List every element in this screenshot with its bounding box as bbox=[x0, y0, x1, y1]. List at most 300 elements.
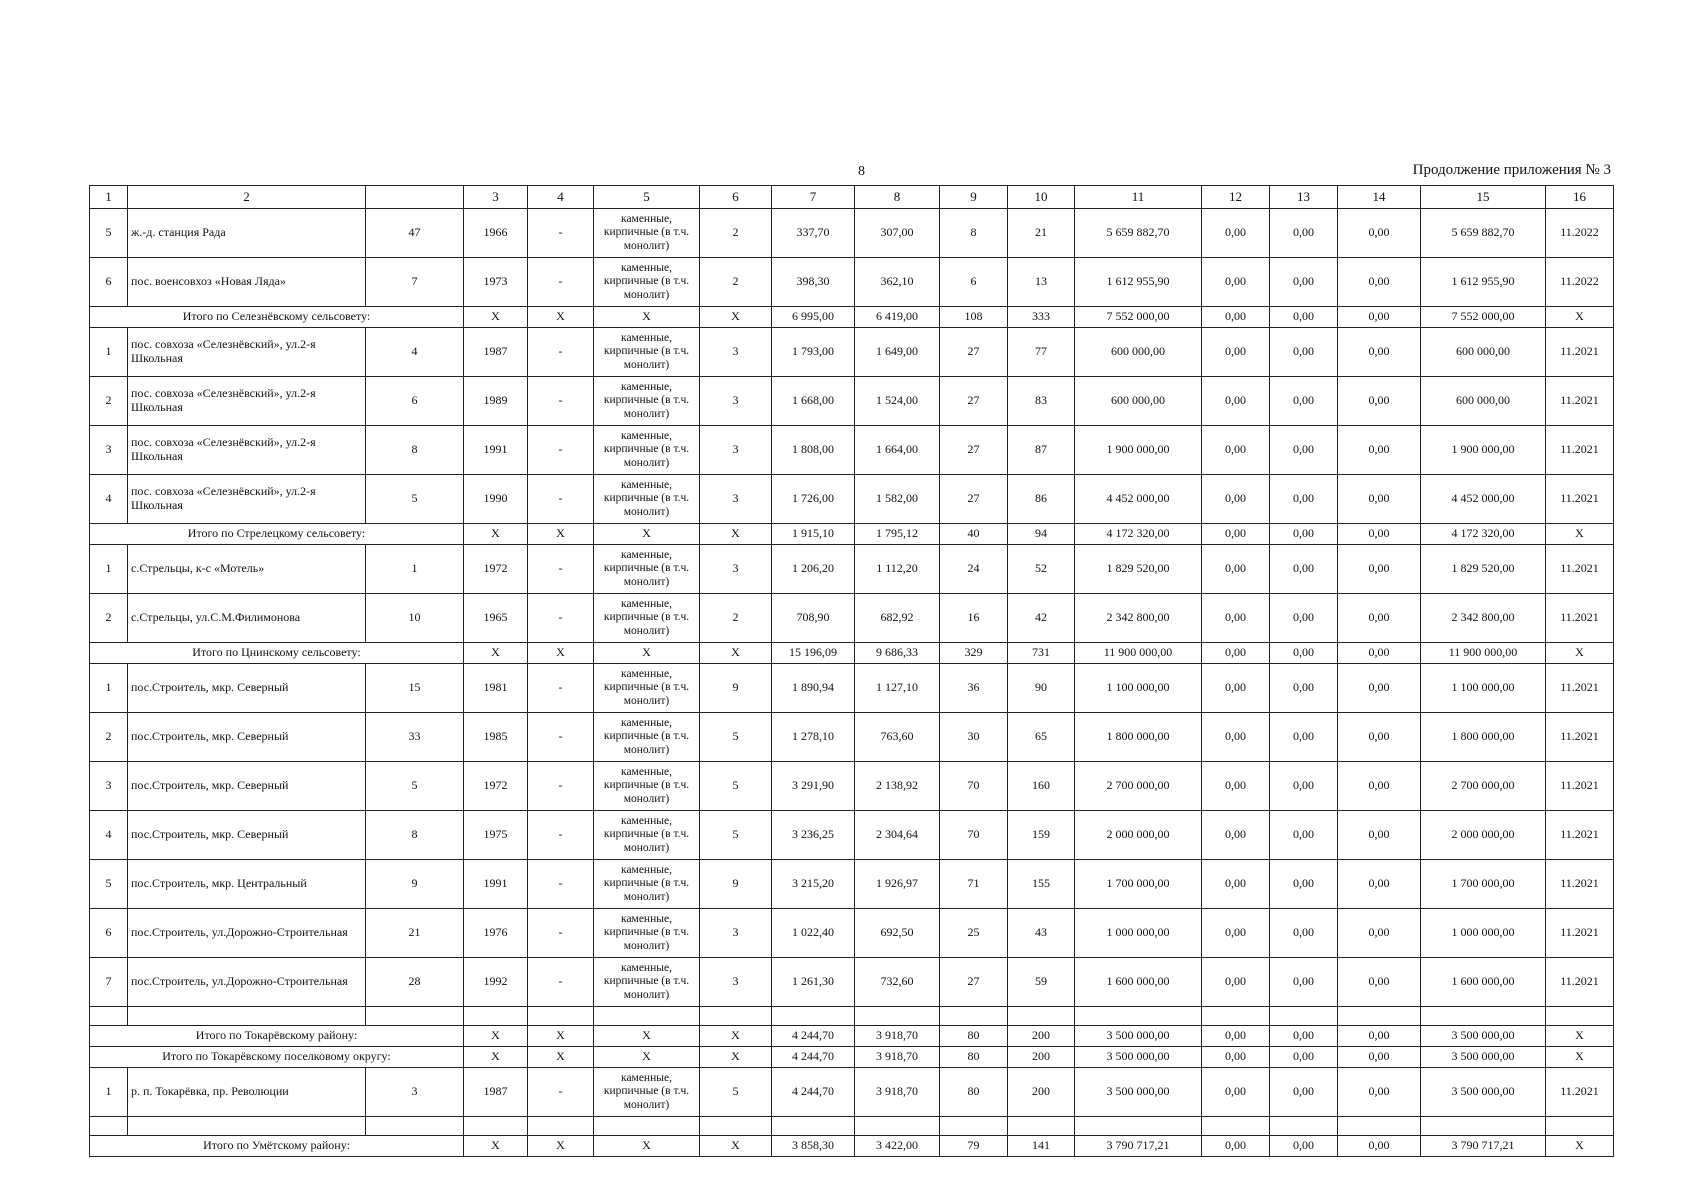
owner-funds-cell: 1 600 000,00 bbox=[1421, 958, 1546, 1007]
address-cell: с.Стрельцы, ул.С.М.Филимонова bbox=[128, 594, 366, 643]
residents-count-cell: 87 bbox=[1008, 426, 1075, 475]
apartments-count-cell: 24 bbox=[940, 545, 1008, 594]
living-area-cell: 692,50 bbox=[855, 909, 940, 958]
completion-date-cell: 11.2021 bbox=[1546, 328, 1614, 377]
floors-cell: 5 bbox=[700, 713, 772, 762]
commission-year-cell: X bbox=[528, 1026, 594, 1047]
residents-count-cell: 333 bbox=[1008, 307, 1075, 328]
appendix-continuation-note: Продолжение приложения № 3 bbox=[1412, 162, 1611, 178]
column-number-cell: 10 bbox=[1008, 186, 1075, 209]
local-funds-cell: 0,00 bbox=[1338, 426, 1421, 475]
completion-date-cell: 11.2021 bbox=[1546, 713, 1614, 762]
last-overhaul-year-cell: X bbox=[594, 1026, 700, 1047]
regional-funds-cell: 0,00 bbox=[1270, 594, 1338, 643]
total-label-cell: Итого по Стрелецкому сельсовету: bbox=[90, 524, 464, 545]
wall-material-cell: X bbox=[700, 307, 772, 328]
commission-year-cell: X bbox=[528, 1136, 594, 1157]
completion-date-cell: 11.2021 bbox=[1546, 545, 1614, 594]
owner-funds-cell: 1 000 000,00 bbox=[1421, 909, 1546, 958]
completion-date-cell: X bbox=[1546, 1136, 1614, 1157]
total-cost-cell: 2 700 000,00 bbox=[1075, 762, 1202, 811]
owner-funds-cell: 3 500 000,00 bbox=[1421, 1068, 1546, 1117]
local-funds-cell: 0,00 bbox=[1338, 524, 1421, 545]
living-area-cell: 1 926,97 bbox=[855, 860, 940, 909]
completion-date-cell: 11.2021 bbox=[1546, 475, 1614, 524]
commission-year-cell: 1981 bbox=[464, 664, 528, 713]
commission-year-cell: 1992 bbox=[464, 958, 528, 1007]
empty-cell bbox=[1546, 1007, 1614, 1026]
local-funds-cell: 0,00 bbox=[1338, 209, 1421, 258]
completion-date-cell: X bbox=[1546, 1026, 1614, 1047]
wall-material-cell: каменные, кирпичные (в т.ч. монолит) bbox=[594, 594, 700, 643]
house-number-cell: X bbox=[464, 643, 528, 664]
completion-date-cell: 11.2021 bbox=[1546, 664, 1614, 713]
row-number-cell: 3 bbox=[90, 426, 128, 475]
column-number-cell: 9 bbox=[940, 186, 1008, 209]
empty-cell bbox=[594, 1007, 700, 1026]
total-area-cell: 3 291,90 bbox=[772, 762, 855, 811]
total-cost-cell: 4 452 000,00 bbox=[1075, 475, 1202, 524]
commission-year-cell: 1976 bbox=[464, 909, 528, 958]
commission-year-cell: 1987 bbox=[464, 328, 528, 377]
commission-year-cell: 1972 bbox=[464, 762, 528, 811]
living-area-cell: 307,00 bbox=[855, 209, 940, 258]
local-funds-cell: 0,00 bbox=[1338, 1136, 1421, 1157]
living-area-cell: 1 127,10 bbox=[855, 664, 940, 713]
address-cell: пос.Строитель, мкр. Центральный bbox=[128, 860, 366, 909]
wall-material-cell: каменные, кирпичные (в т.ч. монолит) bbox=[594, 762, 700, 811]
owner-funds-cell: 2 342 800,00 bbox=[1421, 594, 1546, 643]
last-overhaul-year-cell: - bbox=[528, 209, 594, 258]
commission-year-cell: 1975 bbox=[464, 811, 528, 860]
empty-cell bbox=[464, 1117, 528, 1136]
floors-cell: 3 bbox=[700, 958, 772, 1007]
table-row bbox=[90, 909, 1614, 958]
total-area-cell: 4 244,70 bbox=[772, 1047, 855, 1068]
living-area-cell: 6 419,00 bbox=[855, 307, 940, 328]
floors-cell: 5 bbox=[700, 811, 772, 860]
column-number-cell: 4 bbox=[528, 186, 594, 209]
residents-count-cell: 155 bbox=[1008, 860, 1075, 909]
wall-material-cell: каменные, кирпичные (в т.ч. монолит) bbox=[594, 860, 700, 909]
apartments-count-cell: 70 bbox=[940, 762, 1008, 811]
total-area-cell: 1 278,10 bbox=[772, 713, 855, 762]
house-number-cell: 33 bbox=[366, 713, 464, 762]
commission-year-cell: X bbox=[528, 524, 594, 545]
table-row bbox=[90, 811, 1614, 860]
apartments-count-cell: 6 bbox=[940, 258, 1008, 307]
subtotal-row bbox=[90, 524, 1614, 545]
wall-material-cell: X bbox=[700, 1047, 772, 1068]
empty-cell bbox=[594, 1117, 700, 1136]
table-row bbox=[90, 860, 1614, 909]
column-number-header-row bbox=[90, 186, 1614, 209]
residents-count-cell: 160 bbox=[1008, 762, 1075, 811]
house-number-cell: 10 bbox=[366, 594, 464, 643]
column-number-cell: 13 bbox=[1270, 186, 1338, 209]
apartments-count-cell: 27 bbox=[940, 328, 1008, 377]
owner-funds-cell: 2 000 000,00 bbox=[1421, 811, 1546, 860]
total-area-cell: 1 668,00 bbox=[772, 377, 855, 426]
owner-funds-cell: 11 900 000,00 bbox=[1421, 643, 1546, 664]
house-number-cell: 47 bbox=[366, 209, 464, 258]
regional-funds-cell: 0,00 bbox=[1270, 958, 1338, 1007]
total-area-cell: 398,30 bbox=[772, 258, 855, 307]
last-overhaul-year-cell: X bbox=[594, 307, 700, 328]
address-cell: ж.-д. станция Рада bbox=[128, 209, 366, 258]
column-number-cell: 14 bbox=[1338, 186, 1421, 209]
row-number-cell: 4 bbox=[90, 475, 128, 524]
empty-cell bbox=[1008, 1117, 1075, 1136]
apartments-count-cell: 8 bbox=[940, 209, 1008, 258]
regional-funds-cell: 0,00 bbox=[1270, 762, 1338, 811]
total-cost-cell: 2 342 800,00 bbox=[1075, 594, 1202, 643]
last-overhaul-year-cell: X bbox=[594, 524, 700, 545]
owner-funds-cell: 4 172 320,00 bbox=[1421, 524, 1546, 545]
completion-date-cell: 11.2021 bbox=[1546, 811, 1614, 860]
empty-cell bbox=[1338, 1117, 1421, 1136]
federal-funds-cell: 0,00 bbox=[1202, 713, 1270, 762]
total-cost-cell: 600 000,00 bbox=[1075, 328, 1202, 377]
commission-year-cell: X bbox=[528, 1047, 594, 1068]
empty-cell bbox=[1008, 1007, 1075, 1026]
column-number-cell: 12 bbox=[1202, 186, 1270, 209]
local-funds-cell: 0,00 bbox=[1338, 307, 1421, 328]
apartments-count-cell: 79 bbox=[940, 1136, 1008, 1157]
completion-date-cell: X bbox=[1546, 307, 1614, 328]
column-number-cell: 2 bbox=[128, 186, 366, 209]
table-body bbox=[90, 186, 1614, 1157]
total-area-cell: 4 244,70 bbox=[772, 1026, 855, 1047]
empty-cell bbox=[855, 1007, 940, 1026]
address-cell: пос. совхоза «Селезнёвский», ул.2-я Школьная bbox=[128, 328, 366, 377]
local-funds-cell: 0,00 bbox=[1338, 762, 1421, 811]
last-overhaul-year-cell: - bbox=[528, 258, 594, 307]
house-number-cell: X bbox=[464, 1136, 528, 1157]
apartments-count-cell: 27 bbox=[940, 426, 1008, 475]
living-area-cell: 1 795,12 bbox=[855, 524, 940, 545]
owner-funds-cell: 1 100 000,00 bbox=[1421, 664, 1546, 713]
total-area-cell: 3 236,25 bbox=[772, 811, 855, 860]
floors-cell: 2 bbox=[700, 594, 772, 643]
table-row bbox=[90, 377, 1614, 426]
completion-date-cell: 11.2021 bbox=[1546, 909, 1614, 958]
floors-cell: 2 bbox=[700, 209, 772, 258]
federal-funds-cell: 0,00 bbox=[1202, 958, 1270, 1007]
commission-year-cell: 1973 bbox=[464, 258, 528, 307]
local-funds-cell: 0,00 bbox=[1338, 713, 1421, 762]
federal-funds-cell: 0,00 bbox=[1202, 1047, 1270, 1068]
wall-material-cell: каменные, кирпичные (в т.ч. монолит) bbox=[594, 426, 700, 475]
column-number-cell: 16 bbox=[1546, 186, 1614, 209]
living-area-cell: 9 686,33 bbox=[855, 643, 940, 664]
wall-material-cell: каменные, кирпичные (в т.ч. монолит) bbox=[594, 258, 700, 307]
total-area-cell: 1 261,30 bbox=[772, 958, 855, 1007]
completion-date-cell: 11.2021 bbox=[1546, 762, 1614, 811]
total-label-cell: Итого по Цнинскому сельсовету: bbox=[90, 643, 464, 664]
address-cell: с.Стрельцы, к-с «Мотель» bbox=[128, 545, 366, 594]
row-number-cell: 2 bbox=[90, 594, 128, 643]
local-funds-cell: 0,00 bbox=[1338, 258, 1421, 307]
federal-funds-cell: 0,00 bbox=[1202, 545, 1270, 594]
table-row bbox=[90, 545, 1614, 594]
house-number-cell: 8 bbox=[366, 811, 464, 860]
living-area-cell: 1 112,20 bbox=[855, 545, 940, 594]
last-overhaul-year-cell: - bbox=[528, 594, 594, 643]
residents-count-cell: 200 bbox=[1008, 1047, 1075, 1068]
local-funds-cell: 0,00 bbox=[1338, 664, 1421, 713]
wall-material-cell: каменные, кирпичные (в т.ч. монолит) bbox=[594, 713, 700, 762]
row-number-cell: 2 bbox=[90, 713, 128, 762]
total-area-cell: 1 022,40 bbox=[772, 909, 855, 958]
row-number-cell: 1 bbox=[90, 664, 128, 713]
empty-cell bbox=[1421, 1117, 1546, 1136]
owner-funds-cell: 3 790 717,21 bbox=[1421, 1136, 1546, 1157]
local-funds-cell: 0,00 bbox=[1338, 328, 1421, 377]
living-area-cell: 3 918,70 bbox=[855, 1026, 940, 1047]
living-area-cell: 3 422,00 bbox=[855, 1136, 940, 1157]
house-number-cell: X bbox=[464, 524, 528, 545]
residents-count-cell: 86 bbox=[1008, 475, 1075, 524]
empty-cell bbox=[1270, 1117, 1338, 1136]
empty-cell bbox=[366, 1007, 464, 1026]
wall-material-cell: каменные, кирпичные (в т.ч. монолит) bbox=[594, 377, 700, 426]
wall-material-cell: X bbox=[700, 524, 772, 545]
total-area-cell: 3 858,30 bbox=[772, 1136, 855, 1157]
federal-funds-cell: 0,00 bbox=[1202, 524, 1270, 545]
regional-funds-cell: 0,00 bbox=[1270, 524, 1338, 545]
regional-funds-cell: 0,00 bbox=[1270, 307, 1338, 328]
last-overhaul-year-cell: X bbox=[594, 1047, 700, 1068]
local-funds-cell: 0,00 bbox=[1338, 545, 1421, 594]
total-cost-cell: 5 659 882,70 bbox=[1075, 209, 1202, 258]
empty-row bbox=[90, 1117, 1614, 1136]
regional-funds-cell: 0,00 bbox=[1270, 1136, 1338, 1157]
regional-funds-cell: 0,00 bbox=[1270, 1047, 1338, 1068]
total-area-cell: 708,90 bbox=[772, 594, 855, 643]
owner-funds-cell: 7 552 000,00 bbox=[1421, 307, 1546, 328]
regional-funds-cell: 0,00 bbox=[1270, 1068, 1338, 1117]
empty-cell bbox=[772, 1007, 855, 1026]
living-area-cell: 3 918,70 bbox=[855, 1068, 940, 1117]
completion-date-cell: 11.2021 bbox=[1546, 958, 1614, 1007]
commission-year-cell: 1987 bbox=[464, 1068, 528, 1117]
regional-funds-cell: 0,00 bbox=[1270, 713, 1338, 762]
commission-year-cell: X bbox=[528, 307, 594, 328]
subtotal-row bbox=[90, 307, 1614, 328]
local-funds-cell: 0,00 bbox=[1338, 860, 1421, 909]
apartments-count-cell: 25 bbox=[940, 909, 1008, 958]
column-number-cell: 11 bbox=[1075, 186, 1202, 209]
total-area-cell: 6 995,00 bbox=[772, 307, 855, 328]
local-funds-cell: 0,00 bbox=[1338, 909, 1421, 958]
residents-count-cell: 21 bbox=[1008, 209, 1075, 258]
completion-date-cell: 11.2022 bbox=[1546, 209, 1614, 258]
total-cost-cell: 1 800 000,00 bbox=[1075, 713, 1202, 762]
last-overhaul-year-cell: - bbox=[528, 958, 594, 1007]
apartments-count-cell: 108 bbox=[940, 307, 1008, 328]
total-area-cell: 1 793,00 bbox=[772, 328, 855, 377]
total-cost-cell: 600 000,00 bbox=[1075, 377, 1202, 426]
commission-year-cell: X bbox=[528, 643, 594, 664]
wall-material-cell: каменные, кирпичные (в т.ч. монолит) bbox=[594, 958, 700, 1007]
regional-funds-cell: 0,00 bbox=[1270, 426, 1338, 475]
total-area-cell: 3 215,20 bbox=[772, 860, 855, 909]
completion-date-cell: X bbox=[1546, 524, 1614, 545]
regional-funds-cell: 0,00 bbox=[1270, 860, 1338, 909]
total-label-cell: Итого по Селезнёвскому сельсовету: bbox=[90, 307, 464, 328]
federal-funds-cell: 0,00 bbox=[1202, 377, 1270, 426]
apartments-count-cell: 40 bbox=[940, 524, 1008, 545]
last-overhaul-year-cell: - bbox=[528, 545, 594, 594]
row-number-cell: 6 bbox=[90, 258, 128, 307]
regional-funds-cell: 0,00 bbox=[1270, 1026, 1338, 1047]
column-number-cell: 8 bbox=[855, 186, 940, 209]
residents-count-cell: 94 bbox=[1008, 524, 1075, 545]
house-number-cell: 9 bbox=[366, 860, 464, 909]
apartments-count-cell: 71 bbox=[940, 860, 1008, 909]
total-area-cell: 337,70 bbox=[772, 209, 855, 258]
floors-cell: 5 bbox=[700, 762, 772, 811]
apartments-count-cell: 27 bbox=[940, 958, 1008, 1007]
house-number-cell: 7 bbox=[366, 258, 464, 307]
address-cell: р. п. Токарёвка, пр. Революции bbox=[128, 1068, 366, 1117]
empty-cell bbox=[1421, 1007, 1546, 1026]
empty-cell bbox=[528, 1007, 594, 1026]
commission-year-cell: 1991 bbox=[464, 860, 528, 909]
living-area-cell: 2 138,92 bbox=[855, 762, 940, 811]
completion-date-cell: 11.2022 bbox=[1546, 258, 1614, 307]
regional-funds-cell: 0,00 bbox=[1270, 664, 1338, 713]
local-funds-cell: 0,00 bbox=[1338, 643, 1421, 664]
living-area-cell: 1 664,00 bbox=[855, 426, 940, 475]
row-number-cell: 3 bbox=[90, 762, 128, 811]
last-overhaul-year-cell: - bbox=[528, 1068, 594, 1117]
house-number-cell: 4 bbox=[366, 328, 464, 377]
floors-cell: 9 bbox=[700, 860, 772, 909]
last-overhaul-year-cell: X bbox=[594, 1136, 700, 1157]
page-number: 8 bbox=[858, 164, 865, 179]
last-overhaul-year-cell: - bbox=[528, 762, 594, 811]
row-number-cell: 4 bbox=[90, 811, 128, 860]
residents-count-cell: 141 bbox=[1008, 1136, 1075, 1157]
table-row bbox=[90, 328, 1614, 377]
floors-cell: 3 bbox=[700, 909, 772, 958]
floors-cell: 9 bbox=[700, 664, 772, 713]
floors-cell: 3 bbox=[700, 426, 772, 475]
owner-funds-cell: 2 700 000,00 bbox=[1421, 762, 1546, 811]
address-cell: пос.Строитель, ул.Дорожно-Строительная bbox=[128, 909, 366, 958]
row-number-cell: 1 bbox=[90, 328, 128, 377]
total-cost-cell: 7 552 000,00 bbox=[1075, 307, 1202, 328]
owner-funds-cell: 5 659 882,70 bbox=[1421, 209, 1546, 258]
total-cost-cell: 1 000 000,00 bbox=[1075, 909, 1202, 958]
empty-cell bbox=[128, 1007, 366, 1026]
federal-funds-cell: 0,00 bbox=[1202, 909, 1270, 958]
floors-cell: 2 bbox=[700, 258, 772, 307]
table-row bbox=[90, 958, 1614, 1007]
residents-count-cell: 42 bbox=[1008, 594, 1075, 643]
table-row bbox=[90, 713, 1614, 762]
house-number-cell: X bbox=[464, 307, 528, 328]
empty-cell bbox=[366, 1117, 464, 1136]
last-overhaul-year-cell: - bbox=[528, 811, 594, 860]
regional-funds-cell: 0,00 bbox=[1270, 811, 1338, 860]
owner-funds-cell: 1 829 520,00 bbox=[1421, 545, 1546, 594]
owner-funds-cell: 1 800 000,00 bbox=[1421, 713, 1546, 762]
completion-date-cell: 11.2021 bbox=[1546, 1068, 1614, 1117]
wall-material-cell: каменные, кирпичные (в т.ч. монолит) bbox=[594, 811, 700, 860]
wall-material-cell: X bbox=[700, 1136, 772, 1157]
federal-funds-cell: 0,00 bbox=[1202, 258, 1270, 307]
column-number-cell bbox=[366, 186, 464, 209]
floors-cell: 5 bbox=[700, 1068, 772, 1117]
empty-cell bbox=[90, 1007, 128, 1026]
apartments-count-cell: 27 bbox=[940, 377, 1008, 426]
table-row bbox=[90, 209, 1614, 258]
regional-funds-cell: 0,00 bbox=[1270, 377, 1338, 426]
table-row bbox=[90, 664, 1614, 713]
empty-cell bbox=[700, 1007, 772, 1026]
owner-funds-cell: 1 612 955,90 bbox=[1421, 258, 1546, 307]
local-funds-cell: 0,00 bbox=[1338, 1026, 1421, 1047]
total-cost-cell: 4 172 320,00 bbox=[1075, 524, 1202, 545]
completion-date-cell: 11.2021 bbox=[1546, 377, 1614, 426]
wall-material-cell: каменные, кирпичные (в т.ч. монолит) bbox=[594, 909, 700, 958]
subtotal-row bbox=[90, 1026, 1614, 1047]
total-cost-cell: 1 612 955,90 bbox=[1075, 258, 1202, 307]
house-number-cell: 3 bbox=[366, 1068, 464, 1117]
empty-cell bbox=[528, 1117, 594, 1136]
column-number-cell: 1 bbox=[90, 186, 128, 209]
apartments-count-cell: 80 bbox=[940, 1068, 1008, 1117]
total-label-cell: Итого по Умётскому району: bbox=[90, 1136, 464, 1157]
last-overhaul-year-cell: - bbox=[528, 909, 594, 958]
total-area-cell: 1 808,00 bbox=[772, 426, 855, 475]
residents-count-cell: 200 bbox=[1008, 1026, 1075, 1047]
regional-funds-cell: 0,00 bbox=[1270, 475, 1338, 524]
commission-year-cell: 1989 bbox=[464, 377, 528, 426]
total-area-cell: 1 206,20 bbox=[772, 545, 855, 594]
empty-cell bbox=[1202, 1007, 1270, 1026]
empty-cell bbox=[128, 1117, 366, 1136]
living-area-cell: 682,92 bbox=[855, 594, 940, 643]
living-area-cell: 1 649,00 bbox=[855, 328, 940, 377]
federal-funds-cell: 0,00 bbox=[1202, 426, 1270, 475]
last-overhaul-year-cell: - bbox=[528, 377, 594, 426]
total-cost-cell: 1 900 000,00 bbox=[1075, 426, 1202, 475]
empty-cell bbox=[1202, 1117, 1270, 1136]
apartment-buildings-table bbox=[89, 185, 1614, 1157]
apartments-count-cell: 30 bbox=[940, 713, 1008, 762]
house-number-cell: X bbox=[464, 1026, 528, 1047]
floors-cell: 3 bbox=[700, 475, 772, 524]
commission-year-cell: 1966 bbox=[464, 209, 528, 258]
column-number-cell: 7 bbox=[772, 186, 855, 209]
last-overhaul-year-cell: X bbox=[594, 643, 700, 664]
federal-funds-cell: 0,00 bbox=[1202, 307, 1270, 328]
house-number-cell: 21 bbox=[366, 909, 464, 958]
federal-funds-cell: 0,00 bbox=[1202, 594, 1270, 643]
residents-count-cell: 59 bbox=[1008, 958, 1075, 1007]
total-area-cell: 1 915,10 bbox=[772, 524, 855, 545]
table-row bbox=[90, 258, 1614, 307]
federal-funds-cell: 0,00 bbox=[1202, 811, 1270, 860]
table-row bbox=[90, 1068, 1614, 1117]
regional-funds-cell: 0,00 bbox=[1270, 545, 1338, 594]
federal-funds-cell: 0,00 bbox=[1202, 209, 1270, 258]
residents-count-cell: 13 bbox=[1008, 258, 1075, 307]
